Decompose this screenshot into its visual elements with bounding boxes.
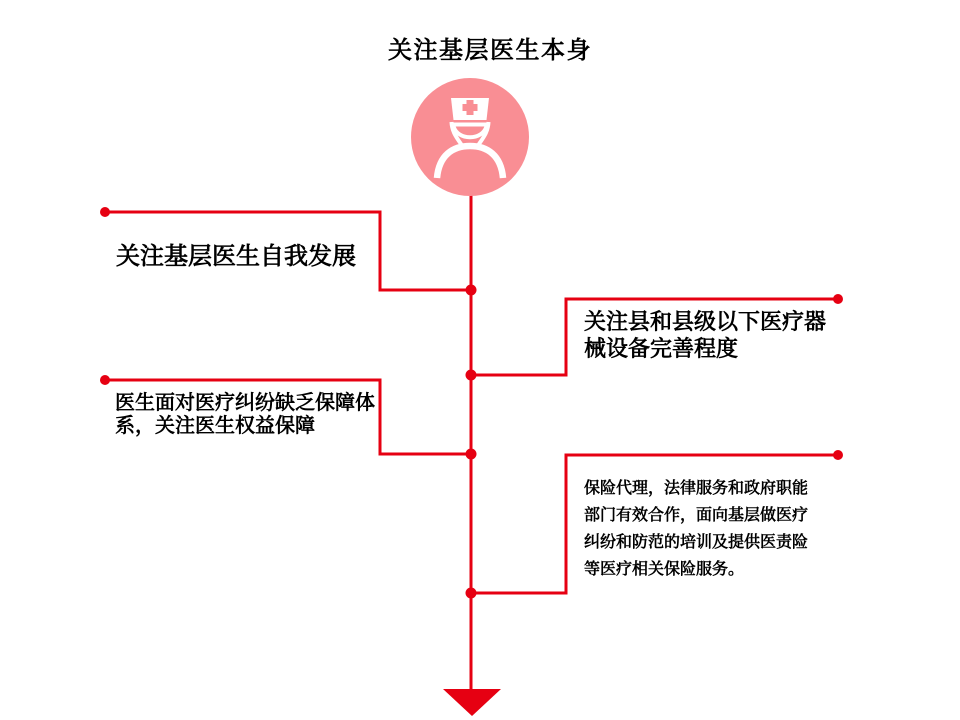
diagram-title: 关注基层医生本身	[388, 37, 592, 64]
branch-label-rights-protection: 医生面对医疗纠纷缺乏保障体系，关注医生权益保障	[115, 392, 375, 437]
endpoint-dot-1	[100, 207, 110, 217]
endpoint-dot-3	[100, 375, 110, 385]
branch-label-equipment: 关注县和县级以下医疗器械设备完善程度	[584, 309, 827, 361]
junction-dot-1	[466, 285, 477, 296]
branch-label-self-development: 关注基层医生自我发展	[116, 243, 356, 270]
junction-dot-4	[466, 588, 477, 599]
doctor-badge	[411, 78, 529, 196]
arrow-down-icon	[443, 689, 501, 716]
junction-dot-3	[466, 449, 477, 460]
nurse-icon	[411, 78, 529, 196]
junction-dot-2	[466, 370, 477, 381]
endpoint-dot-4	[833, 450, 843, 460]
endpoint-dot-2	[833, 294, 843, 304]
nurse-shoulders	[437, 146, 503, 178]
branch-label-insurance-services: 保险代理，法律服务和政府职能部门有效合作，面向基层做医疗纠纷和防范的培训及提供医责险等医疗相关保险服务。	[584, 480, 809, 578]
